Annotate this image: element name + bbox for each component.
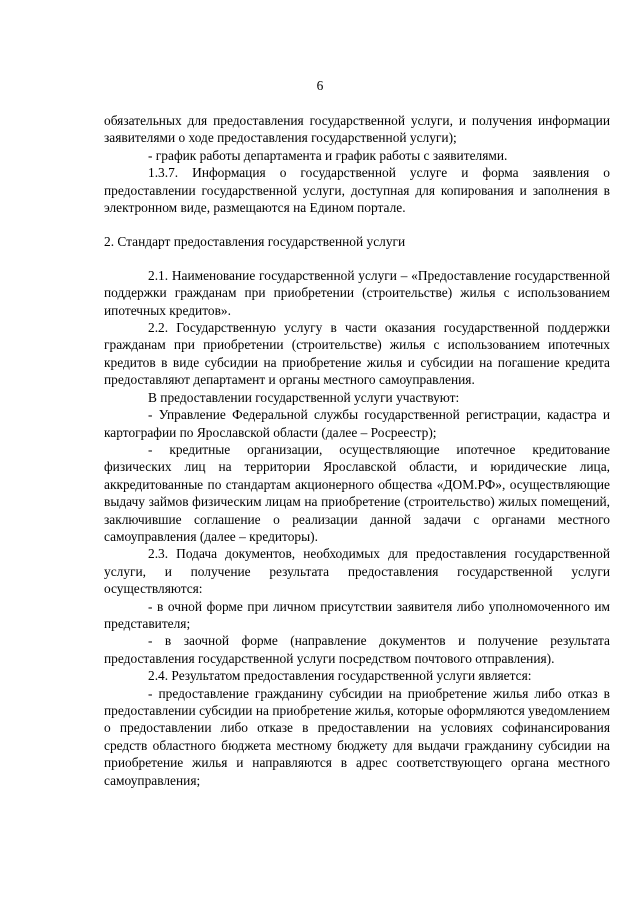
paragraph: 2.4. Результатом предоставления государственной услуги является:: [148, 668, 532, 684]
paragraph: - предоставление гражданину субсидии на приобретение жилья либо отказ в предоставлении субсидии на приобретение жилья, которые оформляются уведомлением о предоставлении либо отказе в предоставлении на условиях софинансирования средств областного бюджета местному бюджету для выдачи гражданину субсидии на приобретение жилья и направляются в адрес соответствующего органа местного самоуправления;: [104, 685, 610, 788]
paragraph: - кредитные организации, осуществляющие ипотечное кредитование физических лиц на территории Ярославской области, и юридические лица, аккредитованные по стандартам акционерного общества «ДОМ.РФ», осуществляющие выдачу займов физическим лицам на приобретение (строительство) жилых помещений, заключившие соглашение о реализации данной задачи с органами местного самоуправления (далее – кредиторы).: [104, 441, 610, 544]
section-heading: 2. Стандарт предоставления государственной услуги: [104, 234, 406, 250]
page-number: 6: [316, 78, 324, 93]
paragraph: 1.3.7. Информация о государственной услуге и форма заявления о предоставлении государственной услуги, доступная для копирования и заполнения в электронном виде, размещаются на Едином портале.: [104, 165, 610, 216]
paragraph: - график работы департамента и график работы с заявителями.: [148, 147, 508, 163]
paragraph: 2.2. Государственную услугу в части оказания государственной поддержки гражданам при приобретении (строительстве) жилья с использованием ипотечных кредитов в виде субсидии на приобретение жилья и субсидии на погашение кредита предоставляют департамент и органы местного самоуправления.: [104, 320, 610, 388]
document-body: [104, 112, 610, 789]
paragraph: обязательных для предоставления государственной услуги, и получения информации заявителями о ходе предоставления государственной услуги);: [104, 113, 610, 146]
paragraph: 2.1. Наименование государственной услуги – «Предоставление государственной поддержки гражданам при приобретении (строительстве) жилья с использованием ипотечных кредитов».: [104, 267, 610, 318]
paragraph: В предоставлении государственной услуги участвуют:: [148, 389, 460, 405]
paragraph: - в заочной форме (направление документов и получение результата предоставления государственной услуги посредством почтового отправления).: [104, 633, 610, 666]
paragraph: - в очной форме при личном присутствии заявителя либо уполномоченного им представителя;: [104, 598, 610, 631]
paragraph: 2.3. Подача документов, необходимых для предоставления государственной услуги, и получение результата предоставления государственной услуги осуществляются:: [104, 546, 610, 597]
paragraph: - Управление Федеральной службы государственной регистрации, кадастра и картографии по Ярославской области (далее – Росреестр);: [104, 407, 610, 440]
